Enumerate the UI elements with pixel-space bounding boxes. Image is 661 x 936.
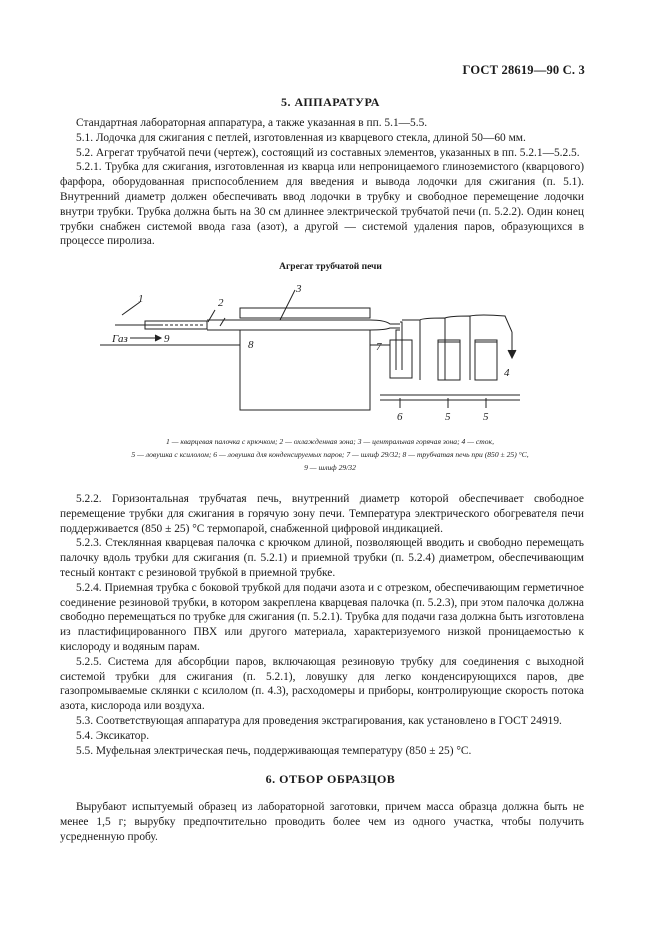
label-6: 6 <box>397 411 403 423</box>
tubular-furnace <box>240 330 370 410</box>
label-8: 8 <box>248 339 254 351</box>
section-6-title: 6. ОТБОР ОБРАЗЦОВ <box>265 772 396 786</box>
section-5-body <box>60 116 584 249</box>
paragraph: 5.2.4. Приемная трубка с боковой трубкой для подачи азота и с отрезком, обеспечивающим герметичное соединение резиновой трубки, в котором закреплена кварцевая палочка (п. 5.2.3), при этом палочка должна свободно перемещаться по трубке для сжигания (п. 5.2.1). Трубка для подачи газа должна быть изготовлена из пластифицированного ПВХ или другого материала, характеризуемого низкой проницаемостью к кислороду и водяным парам. <box>60 581 584 653</box>
paragraph: Вырубают испытуемый образец из лабораторной заготовки, причем масса образца должна быть не менее 1,5 г; вырубку предпочтительно проводить более чем из одного участка, чтобы получить усредненную пробу. <box>60 801 584 843</box>
caption-line: 9 — шлиф 29/32 <box>304 463 356 472</box>
caption-line: 1 — кварцевая палочка с крючком; 2 — охлажденная зона; 3 — центральная горячая зона; 4 — сток, <box>166 437 494 446</box>
tube-furnace-diagram <box>100 280 530 430</box>
paragraph: 5.2.5. Система для абсорбции паров, включающая резиновую трубку для соединения с выходной системой трубки для сжигания (п. 5.2.1), ловушку для легко конденсирующихся паров, две газопромываемые склянки с ксилолом (п. 4.3), расходомеры и приборы, контролирующие скорость потока азота, кислорода или воздуха. <box>60 655 584 713</box>
paragraph: 5.2.1. Трубка для сжигания, изготовленная из кварца или непроницаемого глиноземистого (кварцового) фарфора, оборудованная приспособлением для введения и вывода лодочки для сжигания (п. 5.1). Внутренний диаметр должен обеспечивать ввод лодочки в трубку и свободное перемещение лодочки внутри трубки. Трубка должна быть на 30 см длиннее электрической трубчатой печи (п. 5.2.2). Один конец трубки снабжен системой ввода газа (азот), а другой — системой удаления паров, образующихся в процессе пиролиза. <box>60 161 584 248</box>
paragraph: 5.5. Муфельная электрическая печь, поддерживающая температуру (850 ± 25) °С. <box>76 744 472 757</box>
paragraph: 5.2. Агрегат трубчатой печи (чертеж), состоящий из составных элементов, указанных в пп. 5.2.1—5.2.5. <box>76 146 580 159</box>
label-2: 2 <box>218 297 224 309</box>
furnace-cap <box>240 308 370 318</box>
label-1: 1 <box>138 293 144 305</box>
paragraph: 5.2.2. Горизонтальная трубчатая печь, внутренний диаметр которой обеспечивает свободное перемещение трубки для сжигания в горячую зону печи. Температура электрического обогревателя печи поддерживается (850 ± 25) °С термопарой, снабженной цифровой индикацией. <box>60 493 584 535</box>
label-3: 3 <box>296 283 302 295</box>
diagram-caption <box>40 435 620 474</box>
label-9: 9 <box>164 333 170 345</box>
paragraph: 5.2.3. Стеклянная кварцевая палочка с крючком длиной, позволяющей вводить и свободно перемещать палочку вдоль трубки для сжигания (п. 5.2.1) и приемной трубки (п. 5.2.4) диаметром, обеспечивающим тесный контакт с резиновой трубкой в приемной трубке. <box>60 537 584 579</box>
caption-line: 5 — ловушка с ксилолом; 6 — ловушка для конденсируемых паров; 7 — шлиф 29/32; 8 — трубчатая печь при (850 ± 25) °С, <box>131 450 529 459</box>
label-4: 4 <box>504 367 510 379</box>
label-5b: 5 <box>483 411 489 423</box>
diagram-title: Агрегат трубчатой печи <box>279 262 382 272</box>
label-gas: Газ <box>112 333 128 345</box>
xylene-trap <box>438 340 460 380</box>
paragraph: 5.3. Соответствующая аппаратура для проведения экстрагирования, как установлено в ГОСТ 24919. <box>76 714 562 727</box>
xylene-trap <box>475 340 497 380</box>
label-5a: 5 <box>445 411 451 423</box>
section-6-body <box>60 800 584 844</box>
paragraph: Стандартная лабораторная аппаратура, а также указанная в пп. 5.1—5.5. <box>76 117 428 129</box>
section-5-title: 5. АППАРАТУРА <box>281 95 380 109</box>
section-5-continued-body <box>60 492 584 758</box>
page-header: ГОСТ 28619—90 С. 3 <box>462 63 585 77</box>
paragraph: 5.4. Эксикатор. <box>76 729 150 742</box>
label-7: 7 <box>376 341 382 353</box>
condensate-trap <box>390 340 412 378</box>
paragraph: 5.1. Лодочка для сжигания с петлей, изготовленная из кварцевого стекла, длиной 50—60 мм. <box>76 131 526 144</box>
